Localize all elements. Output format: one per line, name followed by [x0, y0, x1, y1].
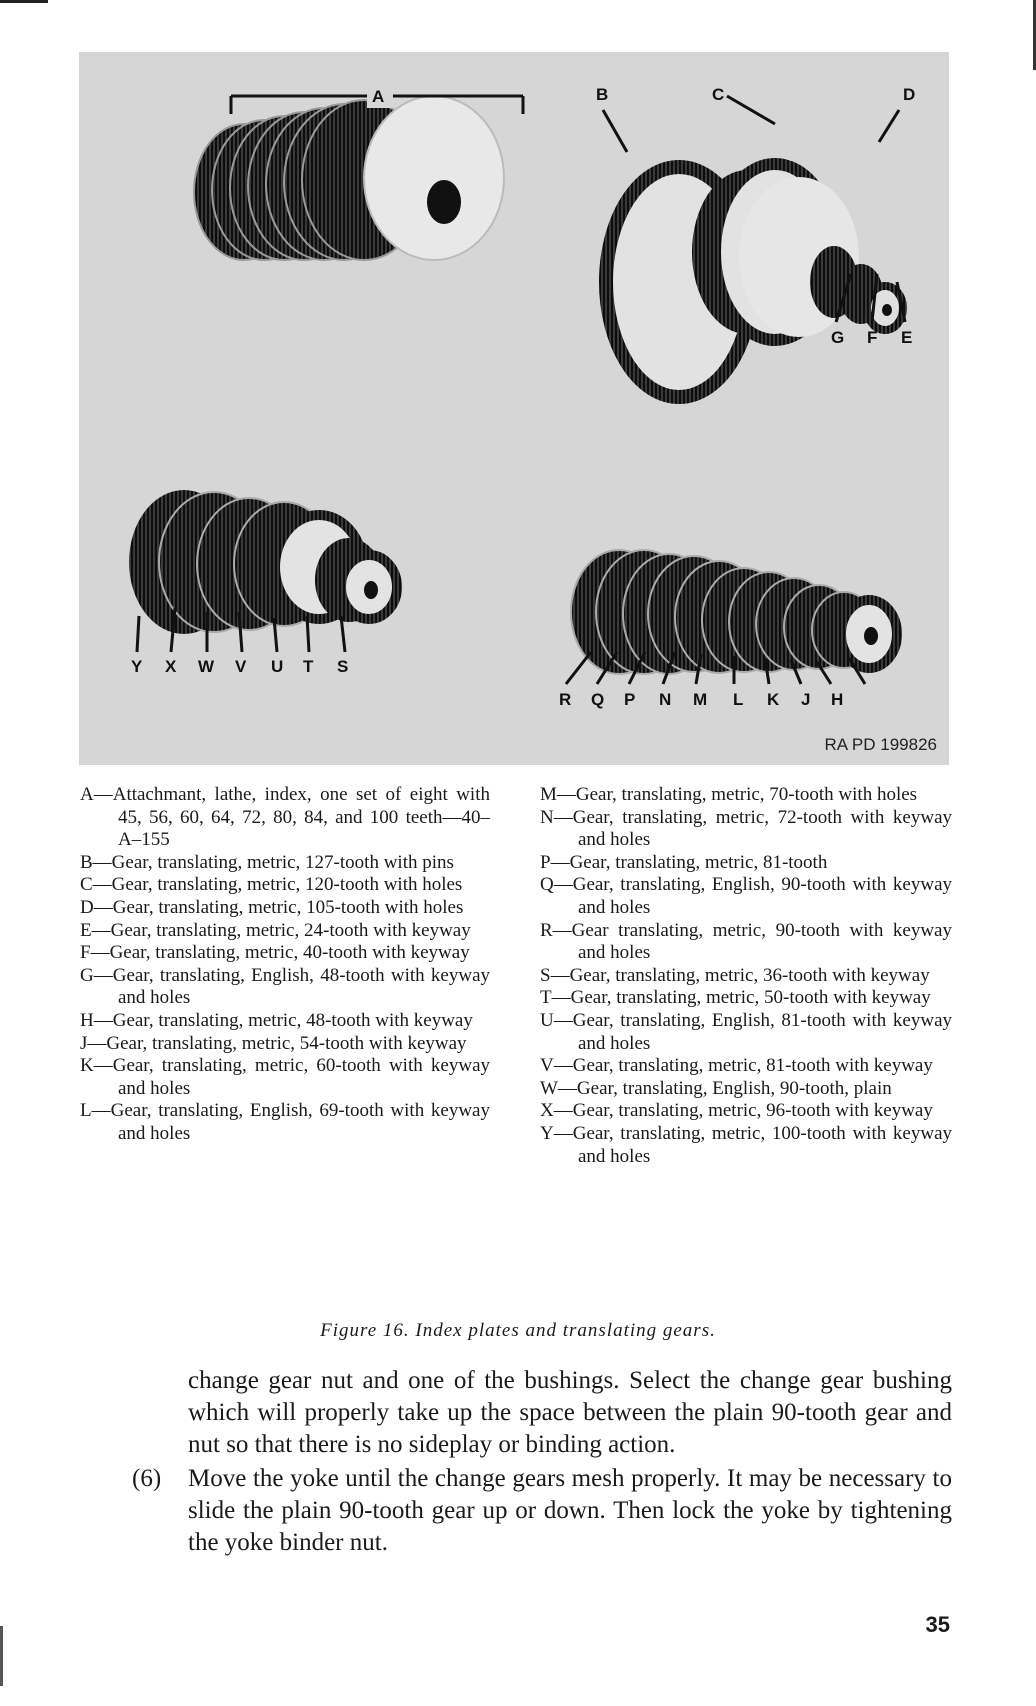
step-6 [122, 1463, 952, 1559]
label-m: M [693, 690, 708, 709]
legend-entry-m: M—Gear, translating, metric, 70-tooth with holes [540, 784, 918, 805]
legend-entry-h: H—Gear, translating, metric, 48-tooth with keyway [80, 1009, 473, 1031]
label-c: C [712, 85, 725, 104]
gears-group-b-g [596, 85, 915, 397]
figure-code: RA PD 199826 [824, 735, 937, 754]
legend-entry-d: D—Gear, translating, metric, 105-tooth with holes [80, 896, 464, 918]
scan-edge-mark [0, 1626, 3, 1686]
label-g: G [831, 328, 845, 347]
label-d: D [903, 85, 916, 104]
label-l: L [733, 690, 744, 709]
legend-entry-j: J—Gear, translating, metric, 54-tooth with keyway [80, 1032, 467, 1054]
label-s: S [337, 657, 349, 676]
legend-entry-u: U—Gear, translating, English, 81-tooth with keyway and holes [540, 1009, 952, 1054]
label-v: V [235, 657, 247, 676]
label-h: H [831, 690, 844, 709]
legend-entry-g: G—Gear, translating, English, 48-tooth with keyway and holes [80, 964, 490, 1009]
legend-entry-s: S—Gear, translating, metric, 36-tooth with keyway [540, 964, 930, 986]
label-u: U [271, 657, 284, 676]
legend-entry-r: R—Gear translating, metric, 90-tooth with keyway and holes [540, 919, 952, 964]
label-x: X [165, 657, 177, 676]
step-text: Move the yoke until the change gears mesh properly. It may be necessary to slide the plain 90-tooth gear up or down. Then lock the yoke by tightening the yoke binder nut. [188, 1465, 952, 1556]
paragraph: change gear nut and one of the bushings. Select the change gear bushing which will properly take up the space between the plain 90-tooth gear and nut so that there is no sideplay or binding action. [188, 1367, 952, 1458]
legend-entry-v: V—Gear, translating, metric, 81-tooth with keyway [540, 1055, 933, 1077]
label-f: F [867, 328, 878, 347]
legend-entry-c: C—Gear, translating, metric, 120-tooth with holes [80, 874, 463, 896]
label-p: P [624, 690, 636, 709]
label-j: J [801, 690, 811, 709]
legend-entry-l: L—Gear, translating, English, 69-tooth with keyway and holes [80, 1100, 490, 1144]
legend-entry-x: X—Gear, translating, metric, 96-tooth with keyway [540, 1100, 933, 1122]
page-number: 35 [925, 1612, 950, 1637]
gears-group-h-r [559, 550, 897, 709]
label-n: N [659, 690, 672, 709]
legend-right-column [540, 784, 952, 1168]
legend-entry-t: T—Gear, translating, metric, 50-tooth with keyway [540, 987, 931, 1009]
step-number: (6) [132, 1465, 162, 1492]
gears-group-s-y [129, 490, 397, 676]
gears-photo [79, 52, 949, 765]
index-plates-group-a [194, 84, 523, 260]
legend-entry-p: P—Gear, translating, metric, 81-tooth [540, 851, 828, 873]
legend-left-column [80, 784, 490, 1146]
legend-entry-w: W—Gear, translating, English, 90-tooth, plain [540, 1077, 892, 1099]
legend-entry-k: K—Gear, translating, metric, 60-tooth with keyway and holes [80, 1055, 490, 1099]
figure-caption: Figure 16. Index plates and translating gears. [320, 1320, 716, 1341]
label-e: E [901, 328, 913, 347]
legend-entry-q: Q—Gear, translating, English, 90-tooth with keyway and holes [540, 874, 952, 918]
top-rule [0, 0, 48, 3]
legend-entry-n: N—Gear, translating, metric, 72-tooth with keyway and holes [540, 806, 952, 851]
label-t: T [303, 657, 314, 676]
index-plate-face [364, 96, 504, 260]
body-text [122, 1365, 952, 1559]
label-q: Q [591, 690, 605, 709]
legend-entry-y: Y—Gear, translating, metric, 100-tooth with keyway and holes [540, 1122, 952, 1167]
legend-entry-e: E—Gear, translating, metric, 24-tooth with keyway [80, 919, 471, 941]
label-k: K [767, 690, 780, 709]
label-w: W [198, 657, 215, 676]
legend-entry-b: B—Gear, translating, metric, 127-tooth with pins [80, 851, 454, 873]
label-b: B [596, 85, 609, 104]
label-a: A [372, 87, 385, 106]
legend-entry-f: F—Gear, translating, metric, 40-tooth with keyway [80, 942, 470, 964]
legend-entry-a: A—Attachmant, lathe, index, one set of eight with 45, 56, 60, 64, 72, 80, 84, and 100 teeth—40–A–155 [80, 784, 490, 851]
label-r: R [559, 690, 572, 709]
label-y: Y [131, 657, 143, 676]
